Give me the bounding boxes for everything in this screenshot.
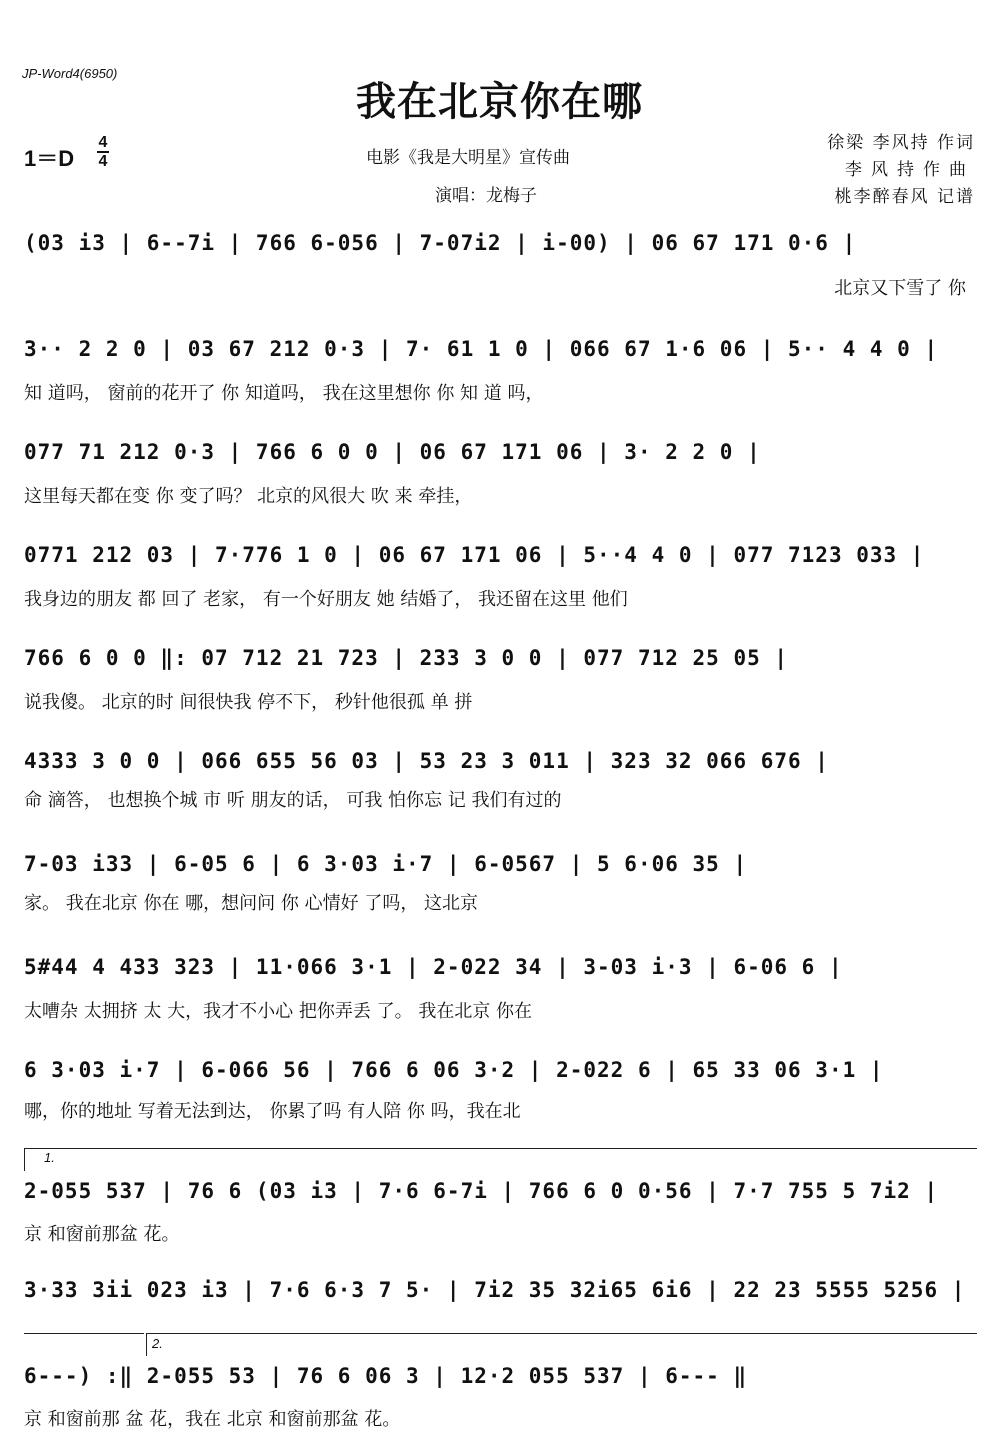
- second-ending-bracket: [146, 1333, 977, 1356]
- notation-line-10: 2-055 537 | 76 6 (03 i3 | 7·6 6-7i | 766 6 0 0·56 | 7·7 755 5 7i2 |: [24, 1179, 939, 1203]
- lyrics-line-4: 我身边的朋友 都 回了 老家， 有一个好朋友 她 结婚了， 我还留在这里 他们: [24, 589, 628, 610]
- lyrics-line-3: 这里每天都在变 你 变了吗？ 北京的风很大 吹 来 牵挂，: [24, 486, 473, 507]
- first-ending-bracket-continuation: [24, 1333, 144, 1356]
- lyrics-line-8: 太嘈杂 太拥挤 太 大，我才不小心 把你弄丢 了。 我在北京 你在: [24, 1001, 533, 1022]
- notation-line-12: 6---) :‖ 2-055 53 | 76 6 06 3 | 12·2 055 537 | 6--- ‖: [24, 1364, 748, 1388]
- notation-line-5: 766 6 0 0 ‖: 07 712 21 723 | 233 3 0 0 | 077 712 25 05 |: [24, 646, 789, 670]
- subtitle: 电影《我是大明星》宣传曲: [366, 148, 570, 168]
- first-ending-bracket: [24, 1148, 977, 1171]
- notation-line-6: 4333 3 0 0 | 066 655 56 03 | 53 23 3 011 | 323 32 066 676 |: [24, 749, 829, 773]
- time-signature-bottom: 4: [98, 153, 108, 170]
- key-signature: 1＝D: [24, 146, 75, 171]
- notation-line-8: 5#44 4 433 323 | 11·066 3·1 | 2-022 34 | 3-03 i·3 | 6-06 6 |: [24, 955, 843, 979]
- second-ending-label: 2.: [152, 1336, 163, 1351]
- lyricist-credit: 徐梁 李风持 作词: [827, 133, 975, 153]
- time-signature: [97, 134, 109, 170]
- time-signature-top: 4: [98, 134, 108, 151]
- composer-credit: 李风持作曲: [845, 160, 975, 180]
- lyrics-line-1: 北京又下雪了 你: [834, 278, 966, 299]
- first-ending-label: 1.: [44, 1150, 55, 1165]
- lyrics-line-6: 命 滴答， 也想换个城 市 听 朋友的话， 可我 怕你忘 记 我们有过的: [24, 790, 562, 811]
- lyrics-line-2: 知 道吗， 窗前的花开了 你 知道吗， 我在这里想你 你 知 道 吗，: [24, 383, 544, 404]
- lyrics-line-7: 家。 我在北京 你在 哪，想问问 你 心情好 了吗， 这北京: [24, 893, 479, 914]
- transcriber-credit: 桃李醉春风 记谱: [834, 187, 975, 207]
- lyrics-line-10: 京 和窗前那盆 花。: [24, 1224, 180, 1245]
- notation-line-1: (03 i3 | 6--7i | 766 6-056 | 7-07i2 | i-00) | 06 67 171 0·6 |: [24, 231, 857, 255]
- lyrics-line-5: 说我傻。 北京的时 间很快我 停不下， 秒针他很孤 单 拼: [24, 692, 473, 713]
- song-title: 我在北京你在哪: [356, 79, 643, 125]
- notation-line-2: 3·· 2 2 0 | 03 67 212 0·3 | 7· 61 1 0 | 066 67 1·6 06 | 5·· 4 4 0 |: [24, 337, 939, 361]
- notation-line-4: 0771 212 03 | 7·776 1 0 | 06 67 171 06 | 5··4 4 0 | 077 7123 033 |: [24, 543, 925, 567]
- notation-line-3: 077 71 212 0·3 | 766 6 0 0 | 06 67 171 06 | 3· 2 2 0 |: [24, 440, 761, 464]
- notation-line-11: 3·33 3ii 023 i3 | 7·6 6·3 7 5· | 7i2 35 32i65 6i6 | 22 23 5555 5256 |: [24, 1278, 966, 1302]
- notation-line-9: 6 3·03 i·7 | 6-066 56 | 766 6 06 3·2 | 2-022 6 | 65 33 06 3·1 |: [24, 1058, 884, 1082]
- lyrics-line-9: 哪，你的地址 写着无法到达， 你累了吗 有人陪 你 吗，我在北: [24, 1101, 521, 1122]
- notation-line-7: 7-03 i33 | 6-05 6 | 6 3·03 i·7 | 6-0567 | 5 6·06 35 |: [24, 852, 748, 876]
- lyrics-line-12: 京 和窗前那 盆 花，我在 北京 和窗前那盆 花。: [24, 1409, 401, 1430]
- singer-credit: 演唱：龙梅子: [435, 186, 537, 206]
- source-label: JP-Word4(6950): [22, 66, 118, 81]
